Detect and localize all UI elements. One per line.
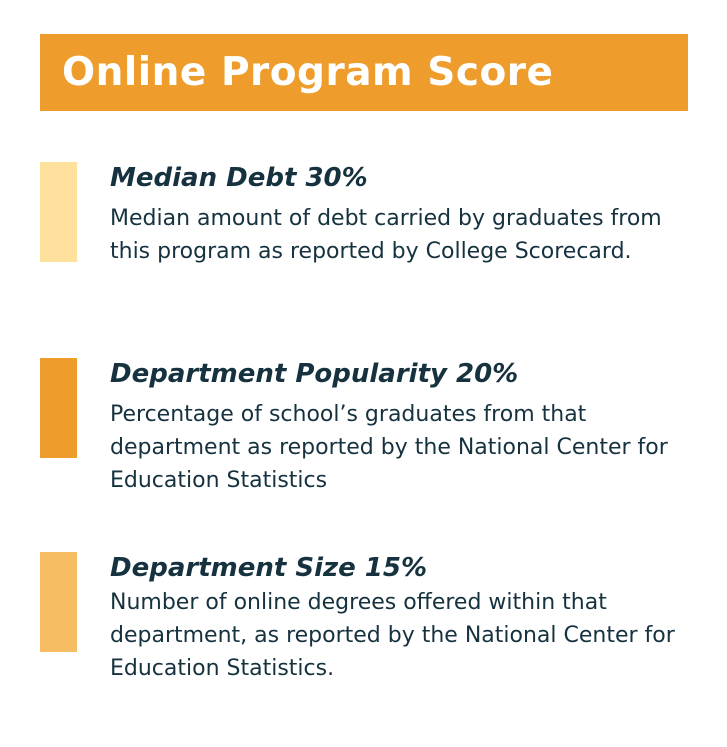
accent-bar (40, 162, 77, 262)
criterion-description: Percentage of school’s graduates from that department as reported by the National Center for Education Statistics (110, 402, 668, 493)
criterion-body (110, 552, 680, 685)
title-banner (40, 34, 688, 111)
criterion-description: Number of online degrees offered within that department, as reported by the National Center for Education Statistics. (110, 590, 675, 681)
criterion-description: Median amount of debt carried by graduates from this program as reported by College Scorecard. (110, 206, 662, 264)
criterion-title: Department Popularity 20% (110, 359, 519, 389)
accent-bar (40, 358, 77, 458)
criterion-title: Department Size 15% (110, 553, 428, 583)
criterion-body (110, 162, 680, 268)
page-title: Online Program Score (62, 50, 554, 95)
criterion-body (110, 358, 680, 497)
criterion-title: Median Debt 30% (110, 163, 368, 193)
accent-bar (40, 552, 77, 652)
